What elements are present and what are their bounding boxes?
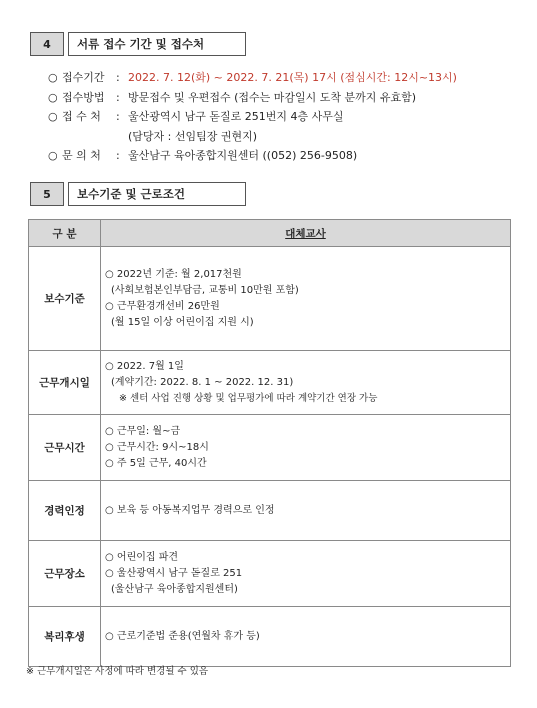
info-label: 접수방법 xyxy=(62,90,105,104)
detail-line: ○ 어린이집 파견 xyxy=(105,551,179,563)
detail-line: ○ 2022년 기준: 월 2,017천원 xyxy=(105,268,242,280)
info-label: 접 수 처 xyxy=(62,110,101,123)
table-row xyxy=(29,415,511,481)
table-row xyxy=(29,607,511,667)
info-value-period: 2022. 7. 12(화) ~ 2022. 7. 21(목) 17시 (점심시간: 12시~13시) xyxy=(128,71,457,84)
row-detail xyxy=(101,351,511,415)
detail-note: ※ 센터 사업 진행 상황 및 업무평가에 따라 계약기간 연장 가능 xyxy=(119,392,378,404)
info-row-inquiry xyxy=(48,146,457,166)
table-row xyxy=(29,247,511,351)
section5-header xyxy=(30,182,246,206)
section5-number: 5 xyxy=(30,182,64,206)
info-value-inquiry: 울산남구 육아종합지원센터 ((052) 256-9508) xyxy=(128,149,358,162)
detail-line: ○ 근무환경개선비 26만원 xyxy=(105,300,220,312)
row-category: 근무개시일 xyxy=(29,351,101,415)
separator: : xyxy=(116,71,120,84)
row-detail xyxy=(101,481,511,541)
table-row xyxy=(29,481,511,541)
detail-line: ○ 보육 등 아동복지업무 경력으로 인정 xyxy=(105,504,275,516)
row-category: 복리후생 xyxy=(29,607,101,667)
footnote: ※ 근무개시일은 사정에 따라 변경될 수 있음 xyxy=(26,666,209,677)
table-row xyxy=(29,351,511,415)
bullet: ○ xyxy=(48,90,58,104)
info-row-method xyxy=(48,88,457,108)
info-label: 접수기간 xyxy=(62,71,105,84)
row-category: 경력인정 xyxy=(29,481,101,541)
info-row-period xyxy=(48,68,457,88)
contact-person: (담당자 : 선임팀장 권현지) xyxy=(128,129,258,143)
info-value-office: 울산광역시 남구 돋질로 251번지 4층 사무실 xyxy=(128,110,344,123)
row-category: 근무장소 xyxy=(29,541,101,607)
detail-line: (계약기간: 2022. 8. 1 ~ 2022. 12. 31) xyxy=(111,376,294,388)
detail-line: ○ 근무시간: 9시~18시 xyxy=(105,441,209,453)
row-detail xyxy=(101,541,511,607)
info-row-office xyxy=(48,107,457,127)
application-info xyxy=(48,68,457,166)
separator: : xyxy=(116,110,120,123)
detail-line: (월 15일 이상 어린이집 지원 시) xyxy=(111,316,254,328)
row-detail xyxy=(101,415,511,481)
row-detail xyxy=(101,247,511,351)
section4-number: 4 xyxy=(30,32,64,56)
separator: : xyxy=(116,149,120,162)
info-value-method: 방문접수 및 우편접수 (접수는 마감일시 도착 분까지 유효함) xyxy=(128,90,417,104)
bullet: ○ xyxy=(48,110,58,123)
info-label: 문 의 처 xyxy=(62,149,101,162)
conditions-table xyxy=(28,219,511,667)
header-substitute-teacher: 대체교사 xyxy=(101,220,511,247)
detail-line: ○ 근로기준법 준용(연월차 휴가 등) xyxy=(105,630,260,642)
section4-header xyxy=(30,32,246,56)
row-category: 보수기준 xyxy=(29,247,101,351)
detail-line: ○ 근무일: 월~금 xyxy=(105,425,181,437)
detail-line: (사회보험본인부담금, 교통비 10만원 포함) xyxy=(111,284,299,296)
section4-title: 서류 접수 기간 및 접수처 xyxy=(68,32,246,56)
detail-line: (울산남구 육아종합지원센터) xyxy=(111,583,238,595)
table-header-row xyxy=(29,220,511,247)
header-category: 구 분 xyxy=(29,220,101,247)
separator: : xyxy=(116,90,120,104)
section5-title: 보수기준 및 근로조건 xyxy=(68,182,246,206)
bullet: ○ xyxy=(48,71,58,84)
row-category: 근무시간 xyxy=(29,415,101,481)
table-row xyxy=(29,541,511,607)
row-detail xyxy=(101,607,511,667)
detail-line: ○ 주 5일 근무, 40시간 xyxy=(105,457,207,469)
bullet: ○ xyxy=(48,149,58,162)
detail-line: ○ 2022. 7월 1일 xyxy=(105,360,184,372)
detail-line: ○ 울산광역시 남구 돋질로 251 xyxy=(105,567,243,579)
